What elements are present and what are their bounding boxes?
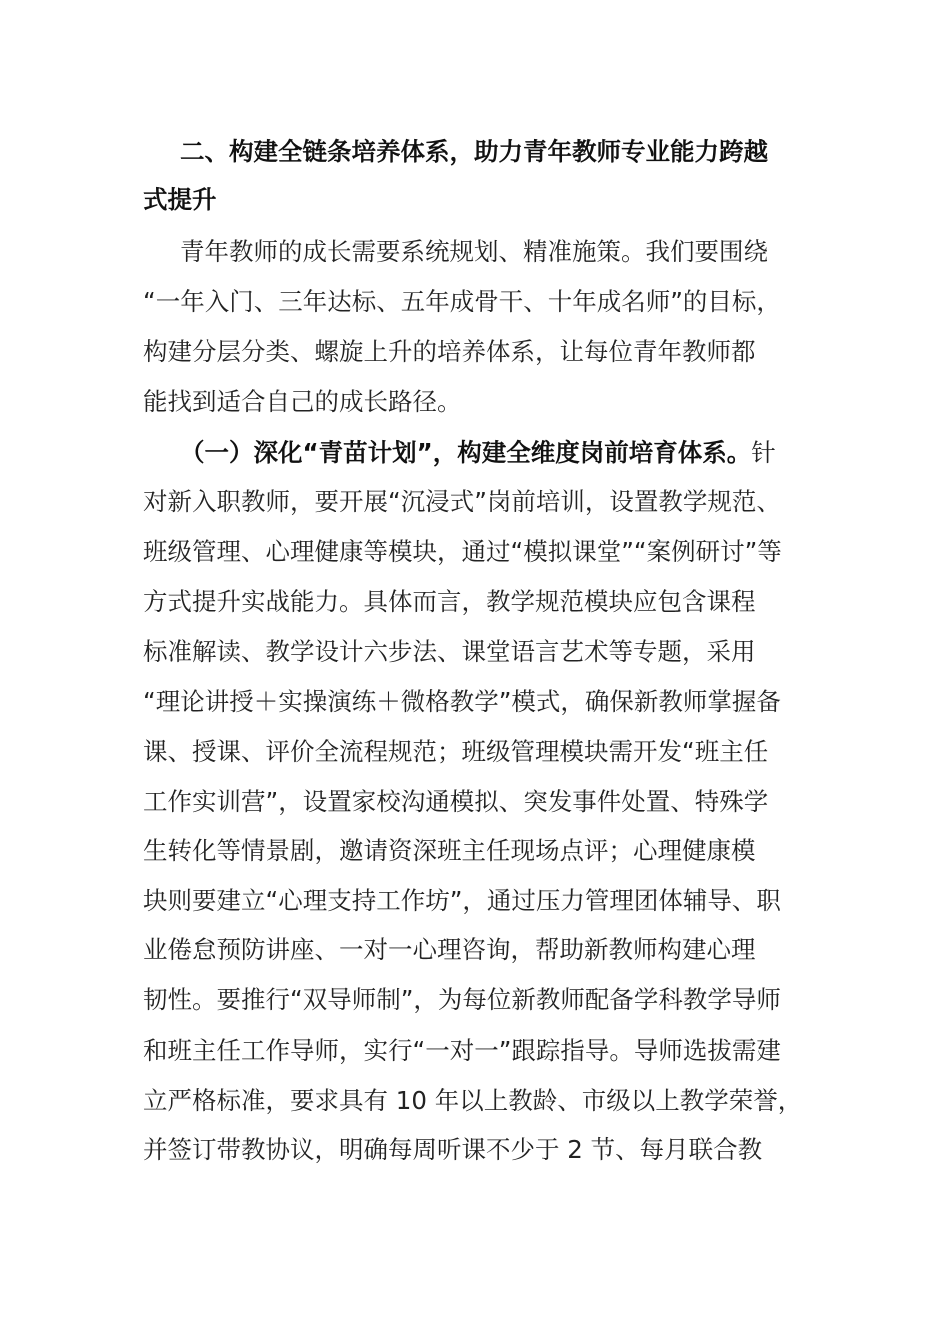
body-line: 韧性。要推行“双导师制”，为每位新教师配备学科教学导师 [143,985,781,1014]
body-line: 课、授课、评价全流程规范；班级管理模块需开发“班主任 [143,737,769,766]
subsection-first-line [180,438,776,468]
body-line: 立严格标准，要求具有 10 年以上教龄、市级以上教学荣誉， [143,1086,803,1115]
body-line: 生转化等情景剧，邀请资深班主任现场点评；心理健康模 [143,836,756,865]
body-line: 并签订带教协议，明确每周听课不少于 2 节、每月联合教 [143,1135,763,1164]
body-line: 对新入职教师，要开展“沉浸式”岗前培训，设置教学规范、 [143,487,781,516]
body-line: 标准解读、教学设计六步法、课堂语言艺术等专题，采用 [143,637,756,666]
section-heading-line-2: 式提升 [143,185,217,214]
body-line: “理论讲授＋实操演练＋微格教学”模式，确保新教师掌握备 [143,687,781,716]
section-heading-line-1: 二、构建全链条培养体系，助力青年教师专业能力跨越 [180,137,768,166]
subsection-title: （一）深化“青苗计划”，构建全维度岗前培育体系。 [180,438,752,467]
intro-line-3: 构建分层分类、螺旋上升的培养体系，让每位青年教师都 [143,337,756,366]
body-line: 班级管理、心理健康等模块，通过“模拟课堂”“案例研讨”等 [143,537,782,566]
subsection-title-tail: 针 [751,438,776,467]
body-line: 块则要建立“心理支持工作坊”，通过压力管理团体辅导、职 [143,886,781,915]
body-line: 和班主任工作导师，实行“一对一”跟踪指导。导师选拔需建 [143,1036,781,1065]
intro-line-2: “一年入门、三年达标、五年成骨干、十年成名师”的目标， [143,287,781,316]
intro-line-4: 能找到适合自己的成长路径。 [143,387,462,416]
intro-line-1: 青年教师的成长需要系统规划、精准施策。我们要围绕 [180,237,768,266]
body-line: 方式提升实战能力。具体而言，教学规范模块应包含课程 [143,587,756,616]
body-line: 工作实训营”，设置家校沟通模拟、突发事件处置、特殊学 [143,787,769,816]
body-line: 业倦怠预防讲座、一对一心理咨询，帮助新教师构建心理 [143,935,756,964]
